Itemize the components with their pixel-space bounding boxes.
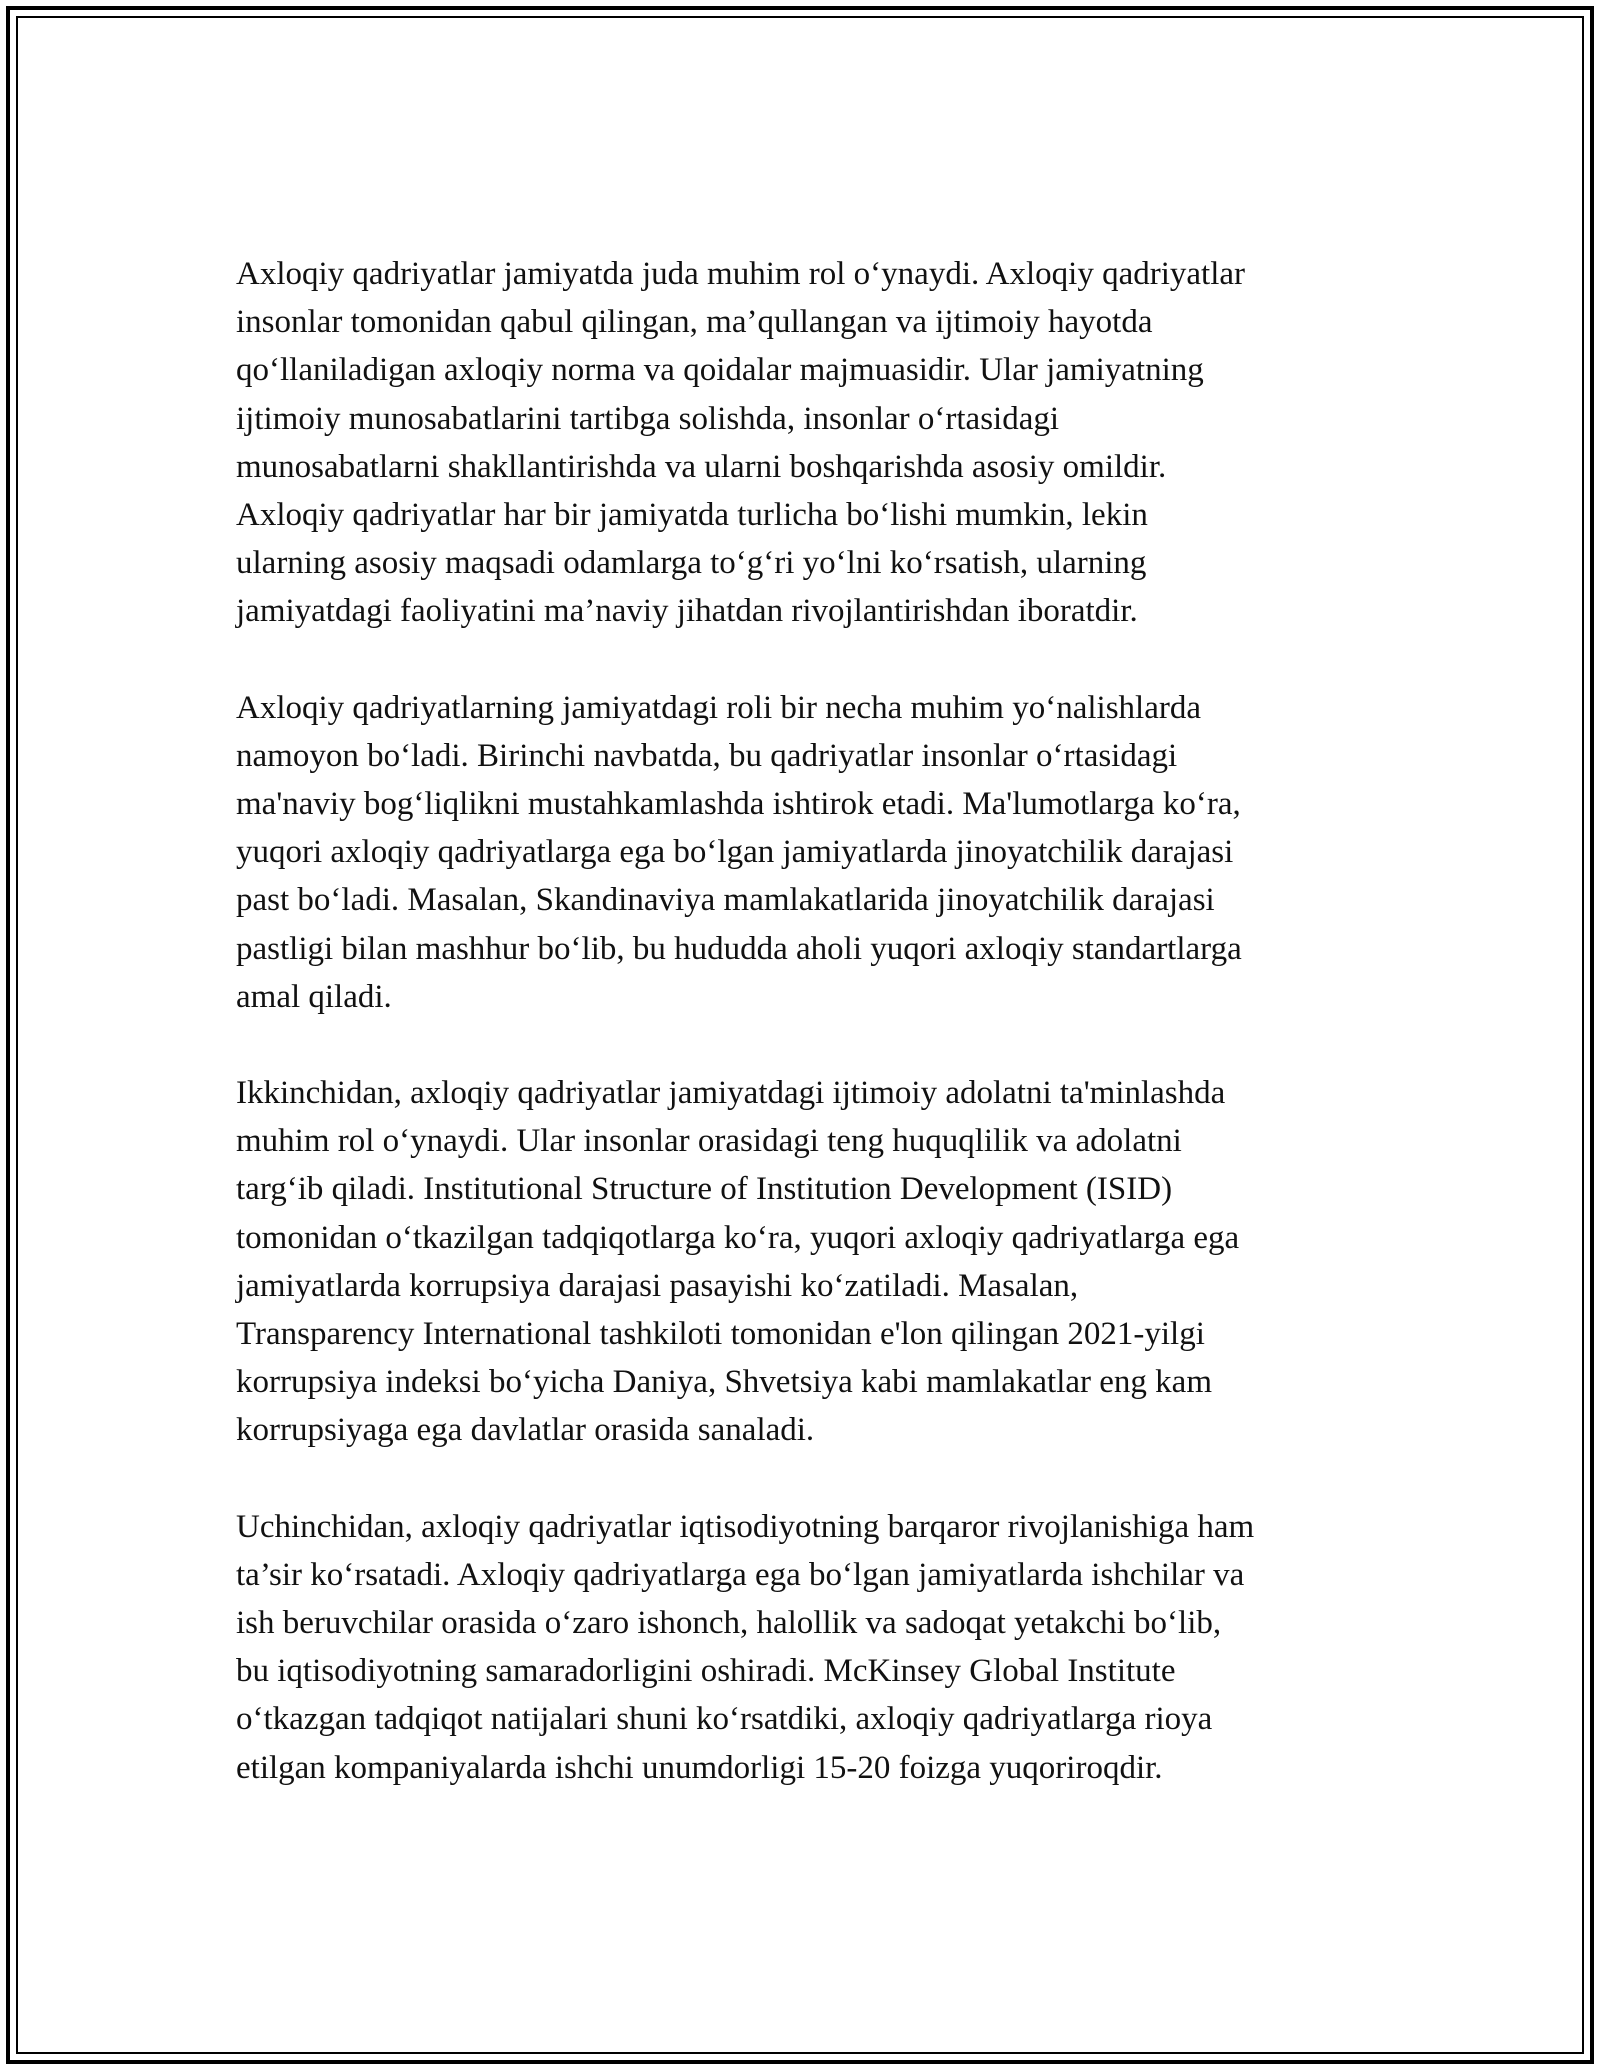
- text-line: Uchinchidan, axloqiy qadriyatlar iqtisodiyotning barqaror rivojlanishiga ham: [236, 1508, 1255, 1545]
- text-line: Axloqiy qadriyatlar jamiyatda juda muhim rol o‘ynaydi. Axloqiy qadriyatlar: [236, 256, 1246, 292]
- text-line: jamiyatlarda korrupsiya darajasi pasayishi ko‘zatiladi. Masalan,: [236, 1267, 1079, 1304]
- text-line: Axloqiy qadriyatlarning jamiyatdagi roli bir necha muhim yo‘nalishlarda: [236, 689, 1201, 726]
- text-line: amal qiladi.: [236, 978, 392, 1015]
- text-line: Transparency International tashkiloti tomonidan e'lon qilingan 2021-yilgi: [236, 1316, 1205, 1353]
- text-line: Ikkinchidan, axloqiy qadriyatlar jamiyatdagi ijtimoiy adolatni ta'minlashda: [236, 1075, 1226, 1112]
- text-line: ma'naviy bog‘liqlikni mustahkamlashda ishtirok etadi. Ma'lumotlarga ko‘ra,: [236, 786, 1241, 823]
- text-line: insonlar tomonidan qabul qilingan, ma’qullangan va ijtimoiy hayotda: [236, 304, 1153, 341]
- text-line: munosabatlarni shakllantirishda va ularni boshqarishda asosiy omildir.: [236, 448, 1167, 485]
- text-line: jamiyatdagi faoliyatini ma’naviy jihatdan rivojlantirishdan iboratdir.: [236, 593, 1138, 630]
- text-line: targ‘ib qiladi. Institutional Structure of Institution Development (ISID): [236, 1171, 1173, 1208]
- paragraph: [236, 250, 1376, 636]
- text-line: Axloqiy qadriyatlar har bir jamiyatda turlicha bo‘lishi mumkin, lekin: [236, 497, 1148, 534]
- text-line: tomonidan o‘tkazilgan tadqiqotlarga ko‘ra, yuqori axloqiy qadriyatlarga ega: [236, 1219, 1240, 1256]
- paragraph: [236, 1069, 1376, 1455]
- text-line: o‘tkazgan tadqiqot natijalari shuni ko‘rsatdiki, axloqiy qadriyatlarga rioya: [236, 1701, 1213, 1738]
- text-line: korrupsiyaga ega davlatlar orasida sanaladi.: [236, 1412, 815, 1449]
- text-line: korrupsiya indeksi bo‘yicha Daniya, Shvetsiya kabi mamlakatlar eng kam: [236, 1364, 1212, 1401]
- text-line: pastligi bilan mashhur bo‘lib, bu hududda aholi yuqori axloqiy standartlarga: [236, 930, 1242, 967]
- text-line: qo‘llaniladigan axloqiy norma va qoidalar majmuasidir. Ular jamiyatning: [236, 352, 1204, 389]
- text-line: past bo‘ladi. Masalan, Skandinaviya mamlakatlarida jinoyatchilik darajasi: [236, 882, 1215, 919]
- text-line: bu iqtisodiyotning samaradorligini oshiradi. McKinsey Global Institute: [236, 1653, 1176, 1690]
- text-line: ta’sir ko‘rsatadi. Axloqiy qadriyatlarga ega bo‘lgan jamiyatlarda ishchilar va: [236, 1556, 1245, 1593]
- paragraph: [236, 1503, 1376, 1792]
- text-line: ularning asosiy maqsadi odamlarga to‘g‘ri yo‘lni ko‘rsatish, ularning: [236, 545, 1147, 582]
- text-line: ish beruvchilar orasida o‘zaro ishonch, halollik va sadoqat yetakchi bo‘lib,: [236, 1605, 1222, 1642]
- text-line: muhim rol o‘ynaydi. Ular insonlar orasidagi teng huquqlilik va adolatni: [236, 1123, 1182, 1160]
- text-line: yuqori axloqiy qadriyatlarga ega bo‘lgan jamiyatlarda jinoyatchilik darajasi: [236, 834, 1234, 871]
- text-line: namoyon bo‘ladi. Birinchi navbatda, bu qadriyatlar insonlar o‘rtasidagi: [236, 737, 1178, 774]
- document-body: [236, 250, 1376, 1840]
- text-line: etilgan kompaniyalarda ishchi unumdorligi 15-20 foizga yuqoriroqdir.: [236, 1749, 1163, 1786]
- paragraph: [236, 684, 1376, 1021]
- text-line: ijtimoiy munosabatlarini tartibga solishda, insonlar o‘rtasidagi: [236, 400, 1060, 437]
